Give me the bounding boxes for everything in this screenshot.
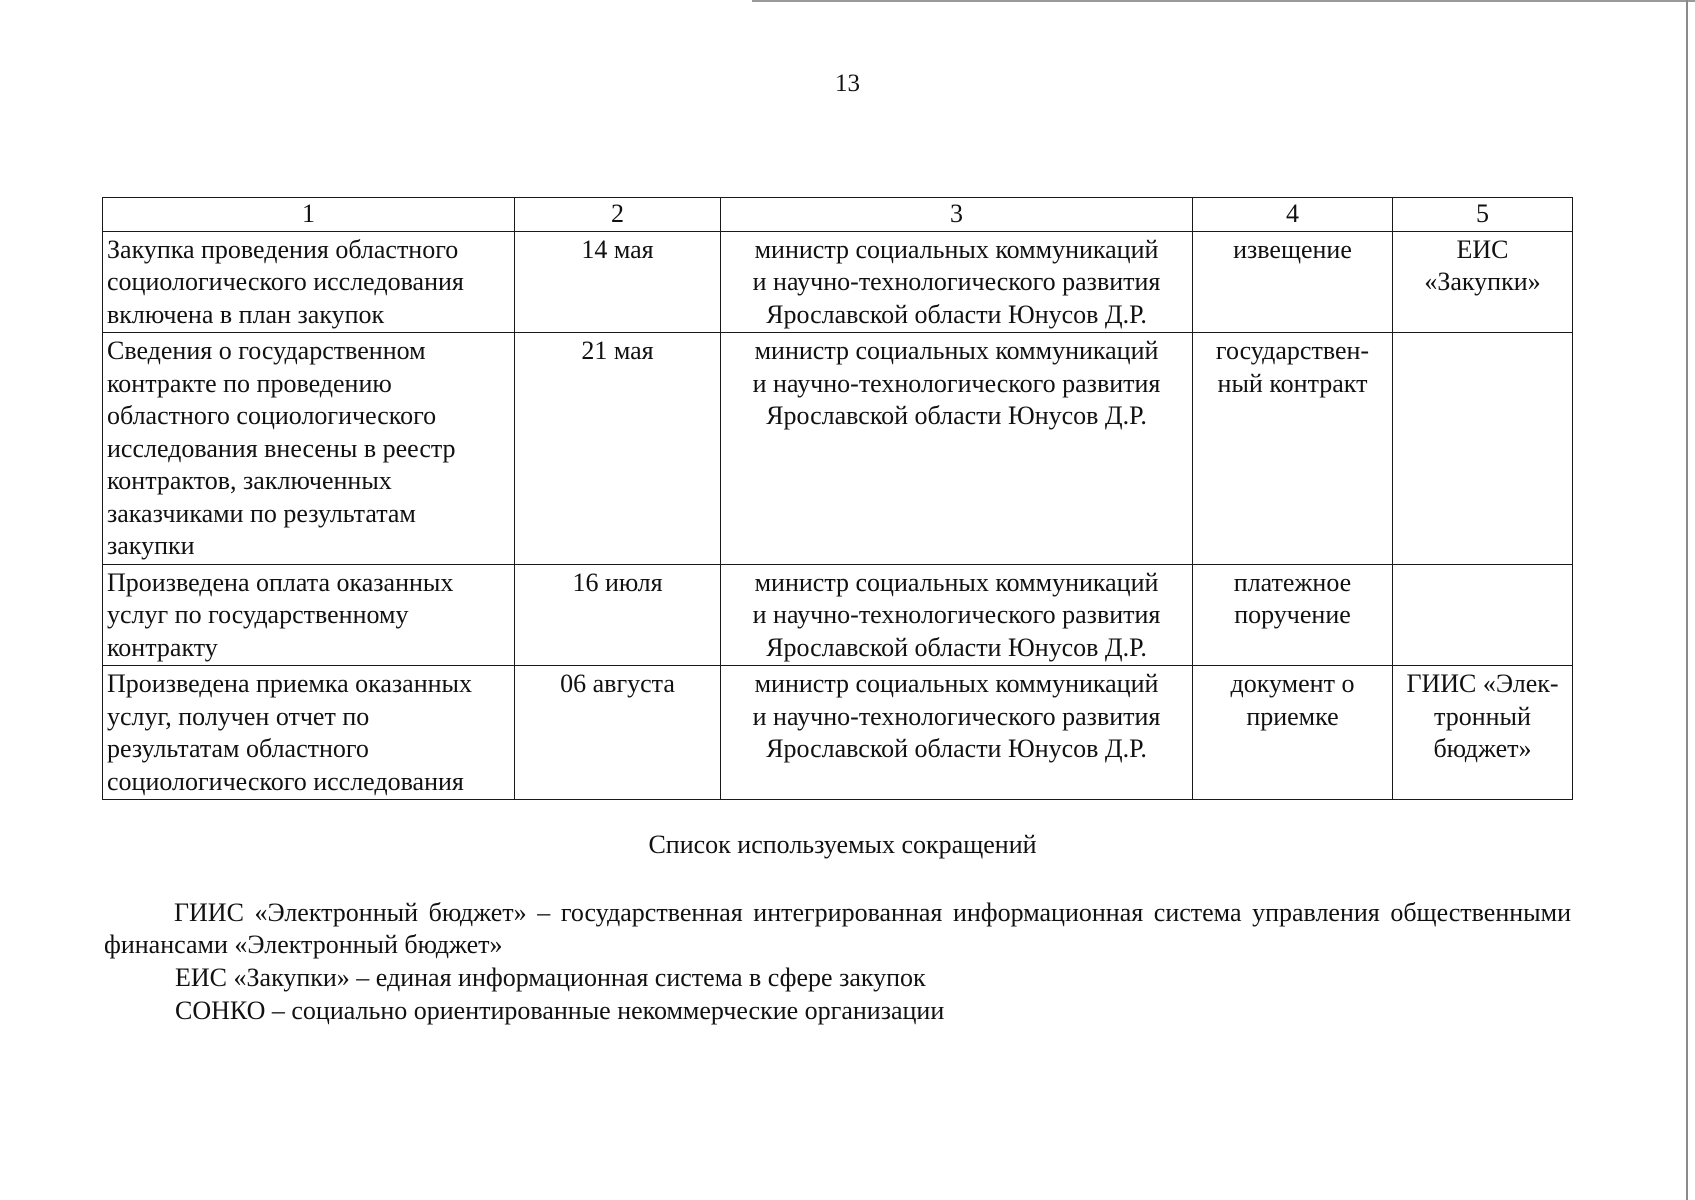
document-cell [1193, 231, 1393, 333]
column-header: 3 [721, 198, 1193, 232]
responsible-text: министр социальных коммуникаций и научно-технологического развития Ярославской области Юнусов Д.Р. [752, 336, 1161, 430]
date-text: 06 августа [560, 669, 675, 698]
event-text: Произведена приемка оказанных услуг, получен отчет по результатам областного социологического исследования [107, 669, 472, 796]
date-text: 21 мая [581, 336, 654, 365]
column-header: 5 [1393, 198, 1573, 232]
plan-table [102, 197, 1573, 800]
system-cell [1393, 564, 1573, 666]
abbreviation-item: ГИИС «Электронный бюджет» – государственная интегрированная информационная система управления общественными финансами «Электронный бюджет» [104, 898, 1571, 959]
page-number: 13 [835, 70, 860, 97]
system-text: ГИИС «Элек- тронный бюджет» [1406, 669, 1559, 763]
table-row [103, 231, 1573, 333]
date-cell [515, 564, 721, 666]
date-text: 16 июля [572, 567, 663, 597]
responsible-cell [721, 333, 1193, 565]
table-row [103, 564, 1573, 666]
document-cell [1193, 333, 1393, 565]
column-header: 1 [103, 198, 515, 232]
event-cell [103, 333, 515, 565]
document-text: извещение [1233, 234, 1352, 264]
column-header: 2 [515, 198, 721, 232]
document-cell [1193, 666, 1393, 800]
system-cell [1393, 666, 1573, 800]
scan-edge-right [1686, 0, 1688, 1200]
abbreviation-item: СОНКО – социально ориентированные некоммерческие организации [175, 996, 945, 1025]
responsible-cell [721, 666, 1193, 800]
document-cell [1193, 564, 1393, 666]
document-text: документ о приемке [1230, 669, 1355, 731]
abbreviations-title: Список используемых сокращений [648, 830, 1037, 859]
scan-edge-top [752, 0, 1695, 2]
event-text: Закупка проведения областного социологического исследования включена в план закупок [107, 234, 464, 329]
document-text: государствен- ный контракт [1215, 336, 1370, 398]
event-text: Произведена оплата оказанных услуг по государственному контракту [107, 567, 454, 662]
responsible-text: министр социальных коммуникаций и научно-технологического развития Ярославской области Юнусов Д.Р. [752, 567, 1161, 662]
system-text: ЕИС «Закупки» [1424, 234, 1541, 296]
table-header-row [103, 198, 1573, 232]
responsible-text: министр социальных коммуникаций и научно-технологического развития Ярославской области Юнусов Д.Р. [752, 234, 1161, 329]
date-cell [515, 666, 721, 800]
event-cell [103, 666, 515, 800]
responsible-cell [721, 231, 1193, 333]
document-text: платежное поручение [1233, 567, 1352, 629]
responsible-text: министр социальных коммуникаций и научно-технологического развития Ярославской области Юнусов Д.Р. [752, 669, 1161, 763]
system-cell [1393, 231, 1573, 333]
date-cell [515, 333, 721, 565]
responsible-cell [721, 564, 1193, 666]
date-cell [515, 231, 721, 333]
system-cell [1393, 333, 1573, 565]
event-cell [103, 231, 515, 333]
column-header: 4 [1193, 198, 1393, 232]
table-row [103, 333, 1573, 565]
table-row [103, 666, 1573, 800]
event-text: Сведения о государственном контракте по проведению областного социологического исследования внесены в реестр контрактов, заключенных заказчиками по результатам закупки [107, 336, 456, 560]
abbreviation-item: ЕИС «Закупки» – единая информационная система в сфере закупок [175, 963, 926, 992]
event-cell [103, 564, 515, 666]
date-text: 14 мая [581, 234, 654, 264]
